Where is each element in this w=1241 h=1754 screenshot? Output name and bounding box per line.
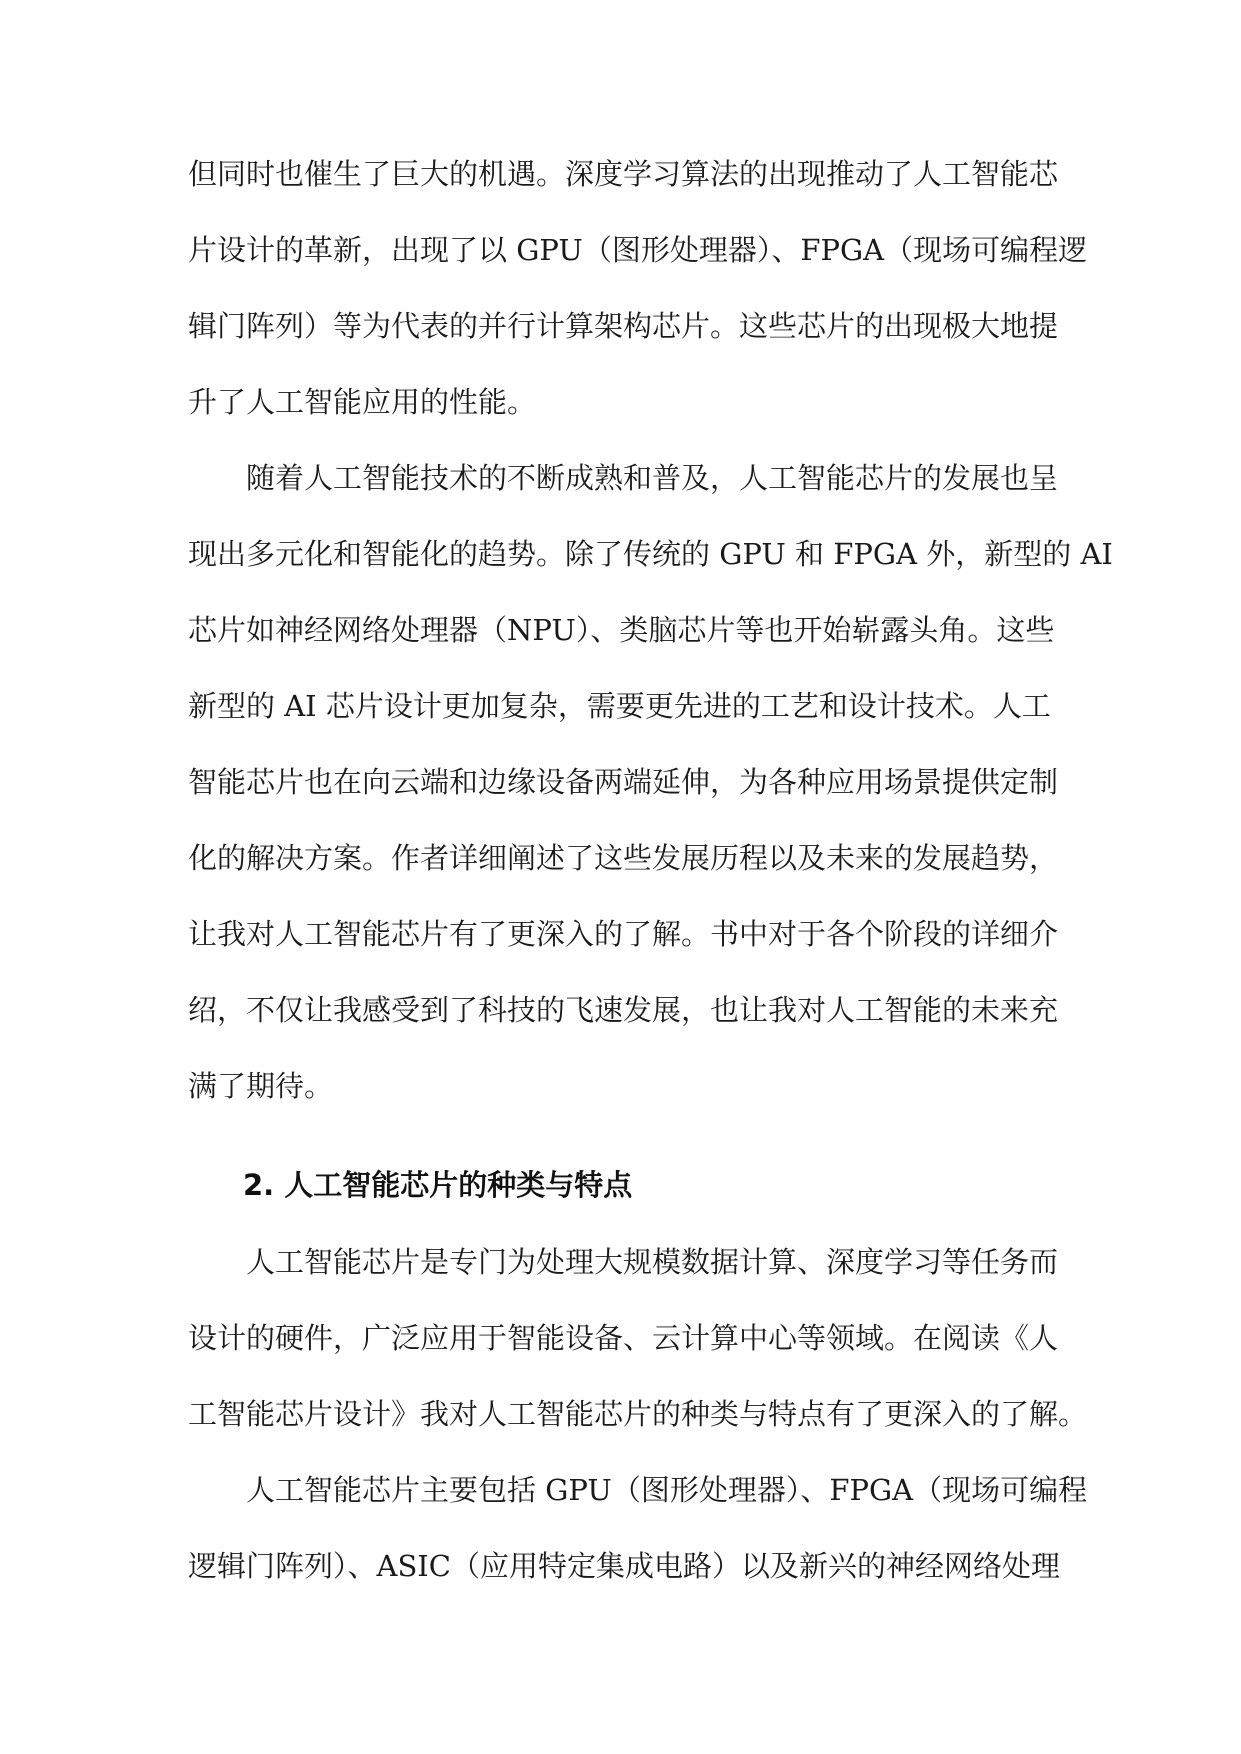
paragraph-4-line-1: 人工智能芯片主要包括 GPU（图形处理器）、FPGA（现场可编程 [246, 1473, 1088, 1507]
paragraph-1-line-1: 但同时也催生了巨大的机遇。深度学习算法的出现推动了人工智能芯 [188, 157, 1059, 191]
paragraph-2-line-4: 新型的 AI 芯片设计更加复杂，需要更先进的工艺和设计技术。人工 [188, 689, 1051, 723]
paragraph-1-line-2: 片设计的革新，出现了以 GPU（图形处理器）、FPGA（现场可编程逻 [188, 233, 1088, 267]
paragraph-2-line-6: 化的解决方案。作者详细阐述了这些发展历程以及未来的发展趋势， [188, 841, 1059, 875]
paragraph-2-line-9: 满了期待。 [188, 1069, 334, 1103]
paragraph-2-line-7: 让我对人工智能芯片有了更深入的了解。书中对于各个阶段的详细介 [188, 917, 1059, 951]
paragraph-2-line-3: 芯片如神经网络处理器（NPU）、类脑芯片等也开始崭露头角。这些 [188, 613, 1055, 647]
paragraph-1-line-3: 辑门阵列）等为代表的并行计算架构芯片。这些芯片的出现极大地提 [188, 309, 1059, 343]
paragraph-3-line-2: 设计的硬件，广泛应用于智能设备、云计算中心等领域。在阅读《人 [188, 1321, 1059, 1355]
paragraph-3-line-1: 人工智能芯片是专门为处理大规模数据计算、深度学习等任务而 [246, 1245, 1059, 1279]
paragraph-2-line-1: 随着人工智能技术的不断成熟和普及，人工智能芯片的发展也呈 [246, 461, 1059, 495]
paragraph-4-line-2: 逻辑门阵列）、ASIC（应用特定集成电路）以及新兴的神经网络处理 [188, 1549, 1060, 1583]
paragraph-1-line-4: 升了人工智能应用的性能。 [188, 385, 537, 419]
paragraph-3-line-3: 工智能芯片设计》我对人工智能芯片的种类与特点有了更深入的了解。 [188, 1397, 1088, 1431]
paragraph-2-line-5: 智能芯片也在向云端和边缘设备两端延伸，为各种应用场景提供定制 [188, 765, 1059, 799]
paragraph-2-line-8: 绍，不仅让我感受到了科技的飞速发展，也让我对人工智能的未来充 [188, 993, 1059, 1027]
paragraph-2-line-2: 现出多元化和智能化的趋势。除了传统的 GPU 和 FPGA 外，新型的 AI [188, 537, 1113, 571]
section-heading: 2. 人工智能芯片的种类与特点 [243, 1168, 633, 1202]
